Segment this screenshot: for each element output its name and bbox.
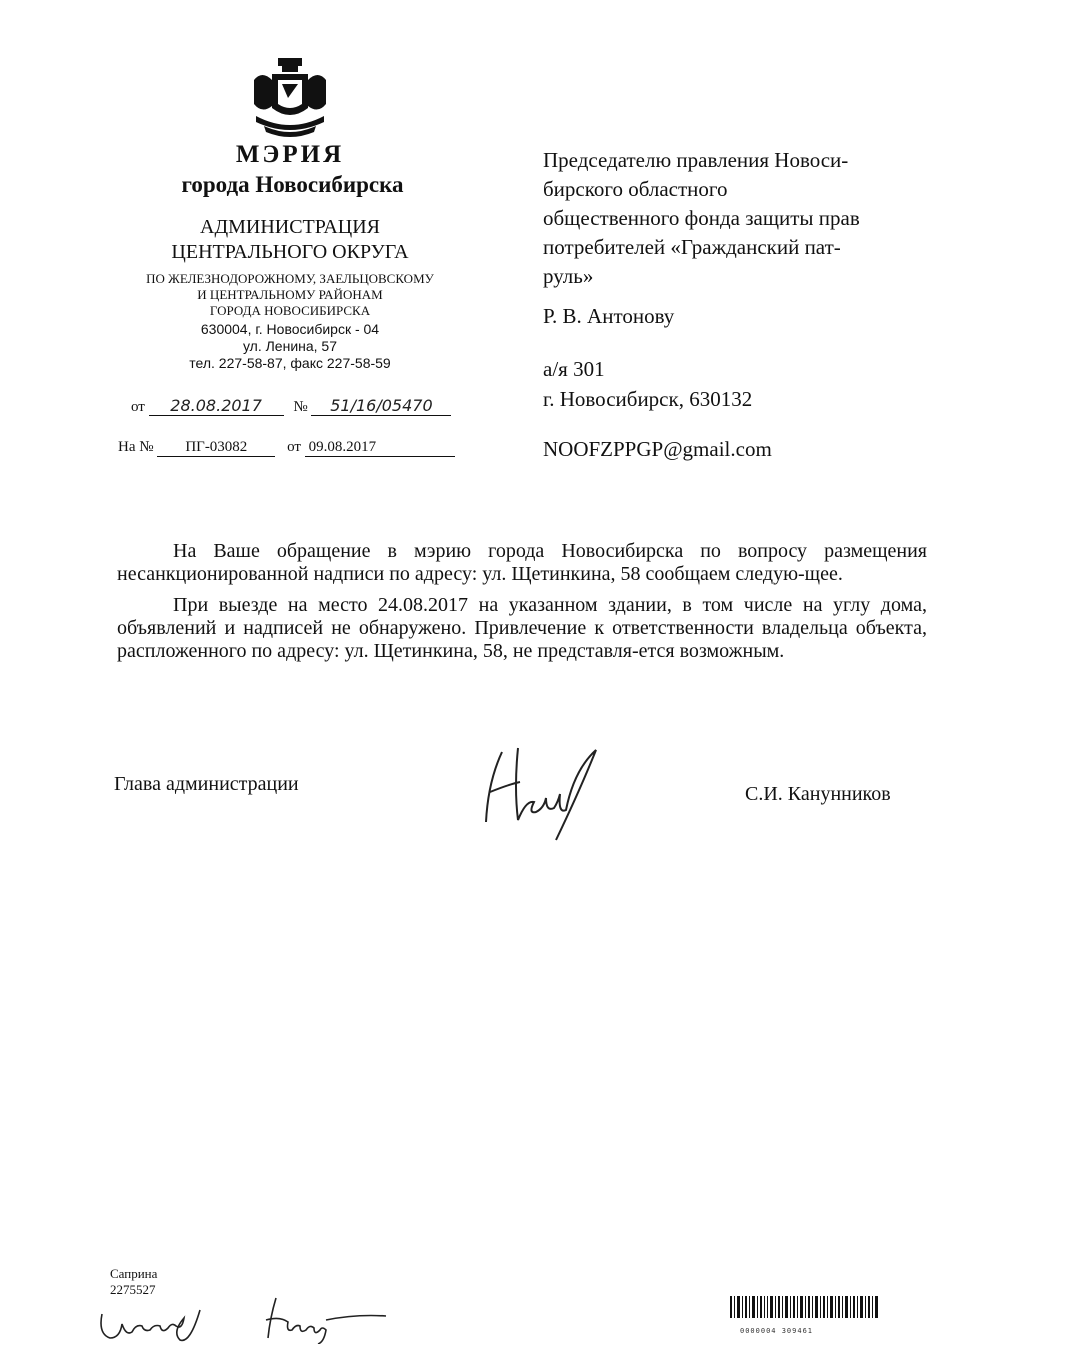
address-line: тел. 227-58-87, факс 227-58-59 [189, 355, 391, 371]
body-paragraph: При выезде на место 24.08.2017 на указанном здании, в том числе на углу дома, объявлений и надписей не обнаружено. Привлечение к ответственности владельца объекта, распложенного по адресу: ул. Щетинкина, 58, не представля-ется возможным. [117, 594, 927, 662]
reference-number: ПГ-03082 [157, 439, 275, 457]
recipient-postbox: а/я 301 [543, 357, 605, 381]
outgoing-registration [131, 396, 451, 416]
recipient-postal [543, 354, 752, 414]
reference-date: 09.08.2017 [305, 439, 455, 457]
executor-phone: 2275527 [110, 1282, 156, 1297]
letterhead-admin-line1: АДМИНИСТРАЦИЯ [200, 216, 380, 238]
address-line: 630004, г. Новосибирск - 04 [200, 321, 380, 337]
outgoing-number: 51/16/05470 [311, 396, 451, 416]
dept-line: И ЦЕНТРАЛЬНОМУ РАЙОНАМ [197, 287, 383, 302]
recipient-line: руль» [543, 264, 594, 288]
recipient-block [543, 146, 923, 291]
letterhead-city-title: города Новосибирска [181, 172, 404, 197]
outgoing-from-label: от [131, 399, 145, 415]
letterhead-department [120, 271, 460, 319]
recipient-line: Председателю правления Новоси- [543, 148, 849, 172]
reference-label: На № [118, 439, 154, 455]
recipient-line: потребителей «Гражданский пат- [543, 235, 841, 259]
recipient-email: NOOFZPPGP@gmail.com [543, 437, 772, 461]
outgoing-date: 28.08.2017 [149, 396, 284, 416]
letterhead-mayor-title: МЭРИЯ [235, 141, 345, 168]
recipient-line: общественного фонда защиты прав [543, 206, 860, 230]
city-coat-of-arms-icon [250, 56, 330, 140]
dept-line: ПО ЖЕЛЕЗНОДОРОЖНОМУ, ЗАЕЛЬЦОВСКОМУ [146, 271, 434, 286]
dept-line: ГОРОДА НОВОСИБИРСКА [209, 303, 371, 318]
reference-from-label: от [287, 439, 301, 455]
signoff-title: Глава администрации [114, 773, 299, 795]
recipient-city: г. Новосибирск, 630132 [543, 387, 753, 411]
recipient-line: бирского областного [543, 177, 728, 201]
signoff-name: С.И. Канунников [745, 783, 891, 805]
barcode-number: 0000004 309461 [740, 1327, 814, 1335]
signature-icon [472, 742, 612, 852]
letterhead-address [160, 321, 420, 372]
letter-body [117, 540, 927, 663]
outgoing-number-label: № [293, 399, 308, 415]
barcode-icon [730, 1296, 880, 1326]
reference-registration [118, 439, 455, 457]
body-paragraph: На Ваше обращение в мэрию города Новосибирска по вопросу размещения несанкционированной надписи по адресу: ул. Щетинкина, 58 сообщаем следую-щее. [117, 540, 927, 585]
approval-signatures-icon [96, 1294, 436, 1344]
letterhead-admin-line2: ЦЕНТРАЛЬНОГО ОКРУГА [171, 241, 409, 263]
recipient-name: Р. В. Антонову [543, 304, 675, 328]
address-line: ул. Ленина, 57 [242, 338, 338, 354]
executor-name: Саприна [110, 1266, 158, 1281]
